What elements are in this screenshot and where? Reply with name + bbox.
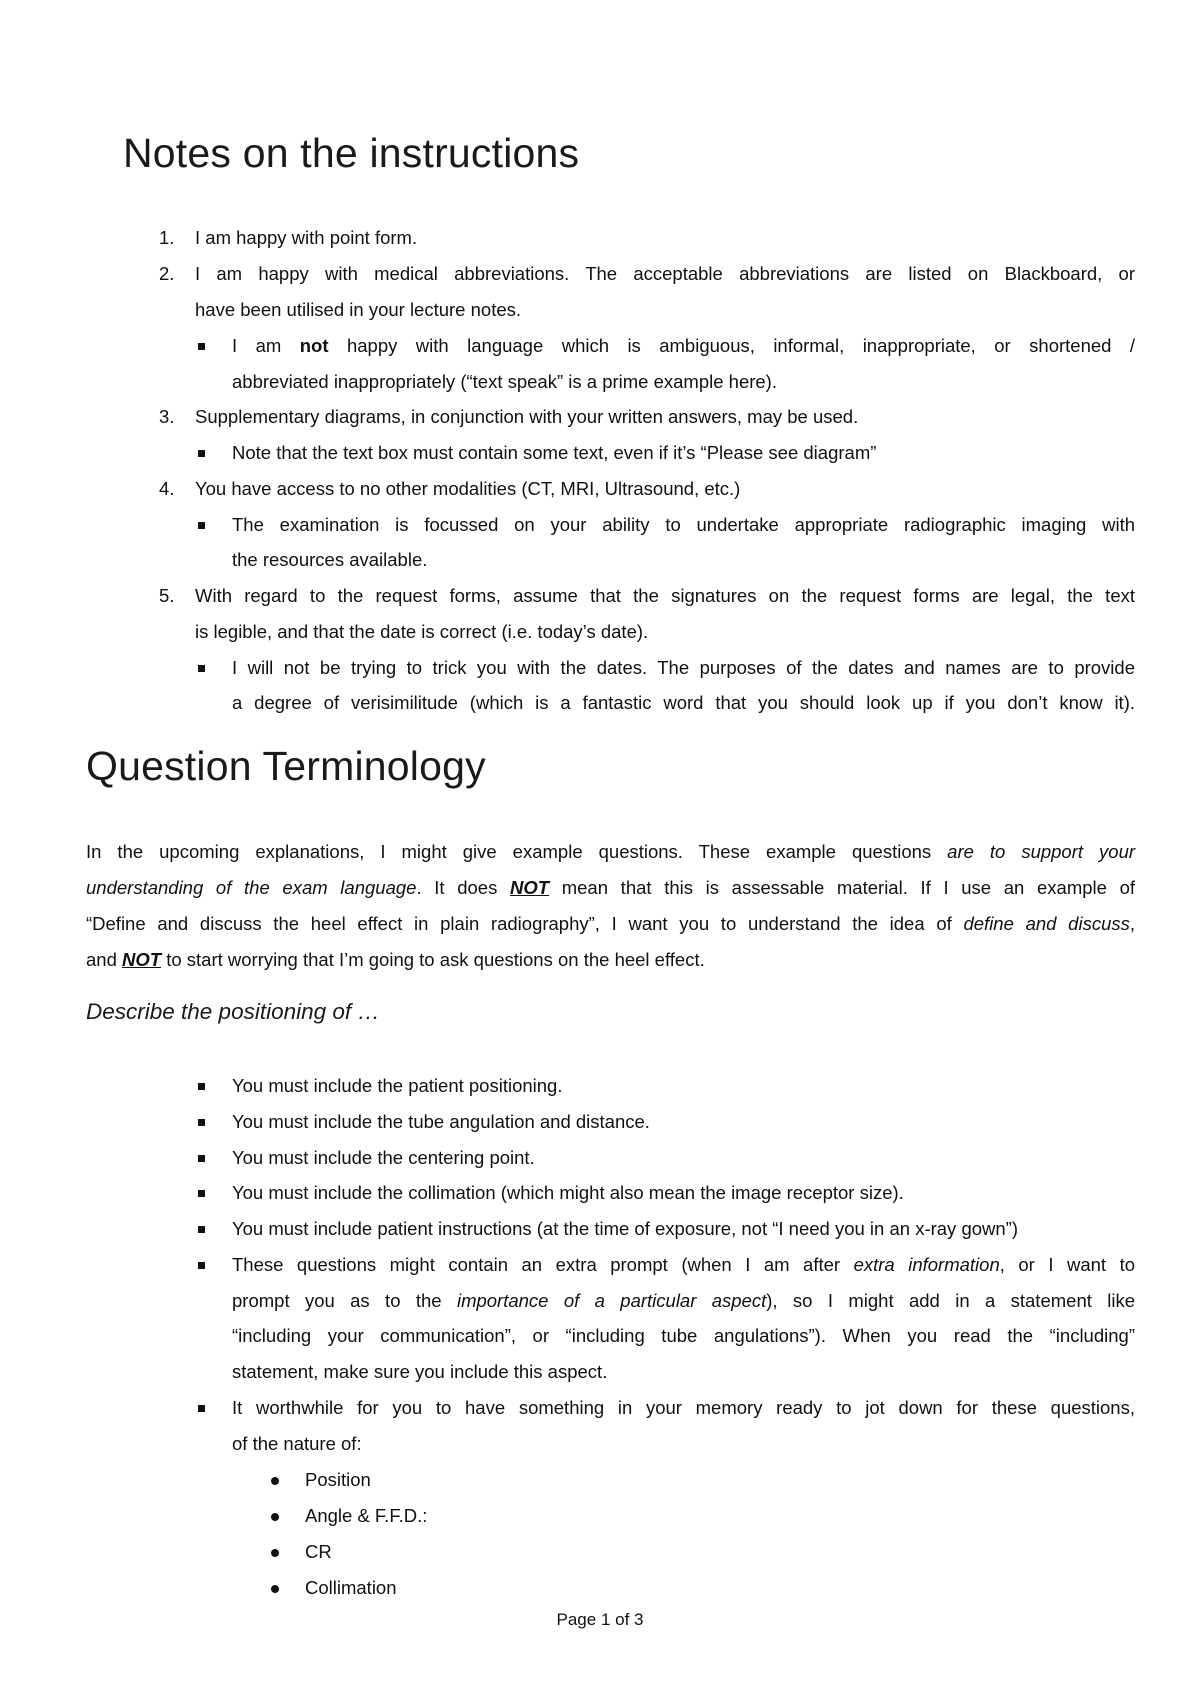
sub-item-text: The examination is focussed on your ability to undertake appropriate radiographic imaging with: [232, 514, 1135, 535]
list-number: 5.: [159, 585, 175, 606]
heading-describe-positioning: Describe the positioning of …: [86, 999, 380, 1024]
sub-item-text: a degree of verisimilitude (which is a fantastic word that you should look up if you don’t know it).: [232, 692, 1135, 713]
nested-bullet-text: Position: [305, 1469, 371, 1490]
list-number: 3.: [159, 406, 175, 427]
bullet-item-text: statement, make sure you include this aspect.: [232, 1361, 608, 1382]
square-bullet-icon: [198, 1190, 205, 1197]
square-bullet-icon: [198, 1262, 205, 1269]
paragraph-line: In the upcoming explanations, I might give example questions. These example questions are to support your: [86, 841, 1136, 862]
bullet-item-text: It worthwhile for you to have something in your memory ready to jot down for these questions,: [232, 1397, 1135, 1418]
bullet-item-text: You must include the tube angulation and distance.: [232, 1111, 650, 1132]
list-item-text: Supplementary diagrams, in conjunction with your written answers, may be used.: [195, 406, 859, 427]
heading-question-terminology: Question Terminology: [86, 743, 486, 789]
nested-bullet-text: Collimation: [305, 1577, 397, 1598]
square-bullet-icon: [198, 1155, 205, 1162]
list-item-text: You have access to no other modalities (CT, MRI, Ultrasound, etc.): [195, 478, 741, 499]
list-number: 1.: [159, 227, 175, 248]
sub-item-text: I will not be trying to trick you with the dates. The purposes of the dates and names are to provide: [232, 657, 1135, 678]
bullet-item-text: prompt you as to the importance of a particular aspect), so I might add in a statement like: [232, 1290, 1135, 1311]
round-bullet-icon: [271, 1585, 279, 1593]
sub-item-text: the resources available.: [232, 549, 428, 570]
square-bullet-icon: [198, 1226, 205, 1233]
square-bullet-icon: [198, 343, 205, 350]
page-number-footer: Page 1 of 3: [556, 1610, 644, 1629]
list-item-text: With regard to the request forms, assume that the signatures on the request forms are legal, the text: [195, 585, 1135, 606]
square-bullet-icon: [198, 1405, 205, 1412]
square-bullet-icon: [198, 1119, 205, 1126]
square-bullet-icon: [198, 522, 205, 529]
heading-notes-on-instructions: Notes on the instructions: [123, 130, 580, 176]
list-item-text: have been utilised in your lecture notes.: [195, 299, 522, 320]
bullet-item-text: You must include the collimation (which might also mean the image receptor size).: [232, 1182, 904, 1203]
list-item-text: I am happy with point form.: [195, 227, 418, 248]
square-bullet-icon: [198, 665, 205, 672]
paragraph-line: “Define and discuss the heel effect in plain radiography”, I want you to understand the idea of define and discuss,: [86, 913, 1135, 934]
bullet-item-text: You must include the centering point.: [232, 1147, 535, 1168]
paragraph-line: and NOT to start worrying that I’m going to ask questions on the heel effect.: [86, 949, 705, 970]
nested-bullet-text: CR: [305, 1541, 332, 1562]
bullet-item-text: You must include the patient positioning.: [232, 1075, 563, 1096]
list-item-text: I am happy with medical abbreviations. The acceptable abbreviations are listed on Blackboard, or: [195, 263, 1135, 284]
round-bullet-icon: [271, 1477, 279, 1485]
sub-item-text: abbreviated inappropriately (“text speak” is a prime example here).: [232, 371, 777, 392]
square-bullet-icon: [198, 450, 205, 457]
list-number: 4.: [159, 478, 175, 499]
nested-bullet-text: Angle & F.F.D.:: [305, 1505, 428, 1526]
list-number: 2.: [159, 263, 175, 284]
sub-item-text: Note that the text box must contain some text, even if it’s “Please see diagram”: [232, 442, 877, 463]
round-bullet-icon: [271, 1549, 279, 1557]
sub-item-text: I am not happy with language which is ambiguous, informal, inappropriate, or shortened /: [232, 335, 1136, 356]
round-bullet-icon: [271, 1513, 279, 1521]
bullet-item-text: These questions might contain an extra prompt (when I am after extra information, or I want to: [232, 1254, 1136, 1275]
bullet-item-text: You must include patient instructions (at the time of exposure, not “I need you in an x-ray gown”): [232, 1218, 1018, 1239]
square-bullet-icon: [198, 1083, 205, 1090]
list-item-text: is legible, and that the date is correct (i.e. today’s date).: [195, 621, 649, 642]
paragraph-line: understanding of the exam language. It does NOT mean that this is assessable material. If I use an example of: [86, 877, 1136, 898]
bullet-item-text: “including your communication”, or “including tube angulations”). When you read the “including”: [232, 1325, 1135, 1346]
bullet-item-text: of the nature of:: [232, 1433, 362, 1454]
